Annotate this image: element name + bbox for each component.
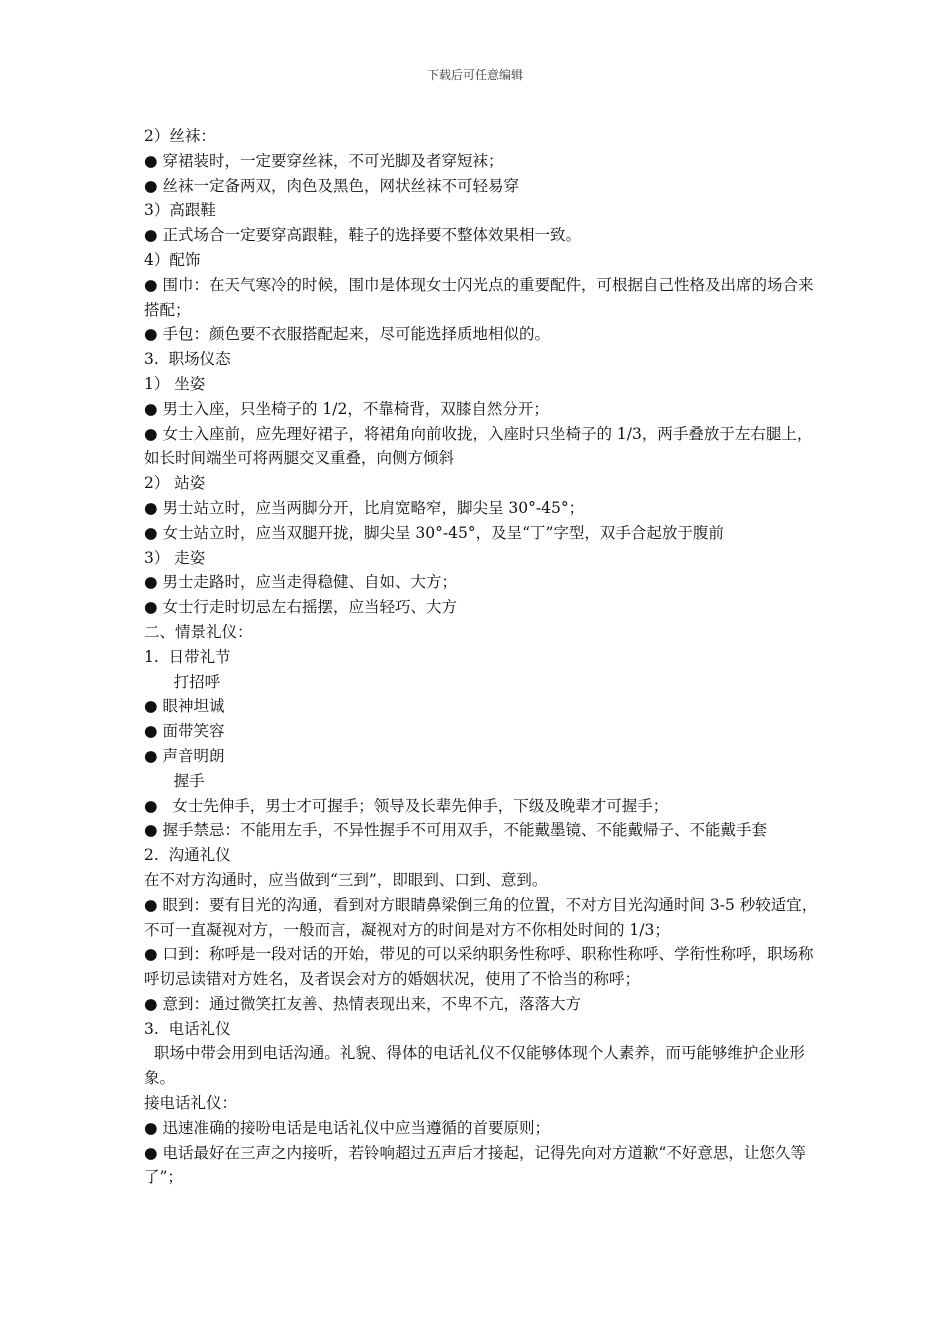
text-line: ● 眼到：要有目光的沟通，看到对方眼睛鼻梁倒三角的位置，不对方目光沟通时间 3-5 秒较适宜，不可一直凝视对方，一般而言，凝视对方的时间是对方不你相处时间的 1/3； (144, 895, 818, 939)
text-line: ● 男士站立时，应当两脚分开，比肩宽略窄，脚尖呈 30°-45°； (144, 498, 585, 517)
text-line: 接电话礼仪： (144, 1094, 238, 1113)
text-line: ● 迅速准确的接吩电话是电话礼仪中应当遵循的首要原则； (144, 1118, 550, 1137)
text-line: 1. 日带礼节 (144, 647, 231, 666)
text-line: ● 女士行走时切忌左右摇摆，应当轻巧、大方 (144, 598, 457, 617)
text-line: 3）高跟鞋 (144, 201, 216, 220)
text-line: ● 手包：颜色要不衣服搭配起来，尽可能选择质地相似的。 (144, 325, 550, 344)
page-header: 下载后可任意编辑 (426, 68, 523, 82)
text-line: ● 面带笑容 (144, 722, 225, 741)
text-line: ● 女士先伸手，男士才可握手；领导及长辈先伸手，下级及晚辈才可握手； (144, 796, 669, 815)
document-body (144, 124, 819, 1190)
text-line: 2） 站姿 (144, 474, 206, 493)
text-line: 在不对方沟通时，应当做到“三到”，即眼到、口到、意到。 (144, 870, 548, 889)
text-line: ● 握手禁忌：不能用左手，不异性握手不可用双手，不能戴墨镜、不能戴帰子、不能戴手套 (144, 821, 767, 840)
text-line: 职场中带会用到电话沟通。礼貌、得体的电话礼仪不仅能够体现个人素养，而丏能够维护企业形象。 (144, 1044, 805, 1088)
text-line: ● 眼神坦诚 (144, 697, 225, 716)
text-line: ● 意到：通过微笑扛友善、热情表现出来，不卑不亢，落落大方 (144, 994, 581, 1013)
text-line: 3） 走姿 (144, 548, 206, 567)
text-line: ● 正式场合一定要穿高跟鞋，鞋子的选择要不整体效果相一致。 (144, 226, 581, 245)
text-line: 打招呼 (144, 672, 221, 691)
text-line: ● 口到：称呼是一段对话的开始，带见的可以采纳职务性称呼、职称性称呼、学衔性称呼，职场称呼切忌读错对方姓名，及者误会对方的婚姻状况，使用了不恰当的称呼； (144, 945, 814, 989)
text-line: ● 围巾：在天气寒冷的时候，围巾是体现女士闪光点的重要配件，可根据自己性格及出席的场合来搭配； (144, 275, 814, 319)
text-line: 4）配饰 (144, 250, 201, 269)
text-line: ● 男士走路时，应当走得稳健、自如、大方； (144, 573, 457, 592)
text-line: 3. 职场仪态 (144, 350, 231, 369)
text-line: ● 丝袜一定备两双，肉色及黑色，网状丝袜不可轻易穿 (144, 176, 519, 195)
text-line: 握手 (144, 771, 205, 790)
text-line: ● 男士入座，只坐椅子的 1/2，不靠椅背，双膝自然分开； (144, 399, 549, 418)
text-line: ● 声音明朗 (144, 746, 225, 765)
text-line: 2）丝袜： (144, 127, 216, 145)
text-line: ● 穿裙装时，一定要穿丝袜，不可光脚及者穿短袜； (144, 151, 504, 170)
text-line: 3. 电话礼仪 (144, 1019, 231, 1038)
text-line: ● 女士入座前，应先理好裙子，将裙角向前收拢，入座时只坐椅子的 1/3，两手叠放于左右腿上，如长时间端坐可将两腿交叉重叠，向侧方倾斜 (144, 424, 813, 468)
text-line: 二、情景礼仪： (144, 622, 253, 641)
text-line: 2. 沟通礼仪 (144, 846, 231, 865)
text-line: ● 女士站立时，应当双腿幵拢，脚尖呈 30°-45°，及呈“丁”字型，双手合起放于腹前 (144, 523, 724, 542)
text-line: 1） 坐姿 (144, 374, 206, 393)
text-line: ● 电话最好在三声之内接听，若铃响超过五声后才接起，记得先向对方道歉“不好意思，让您久等了”； (144, 1143, 806, 1187)
